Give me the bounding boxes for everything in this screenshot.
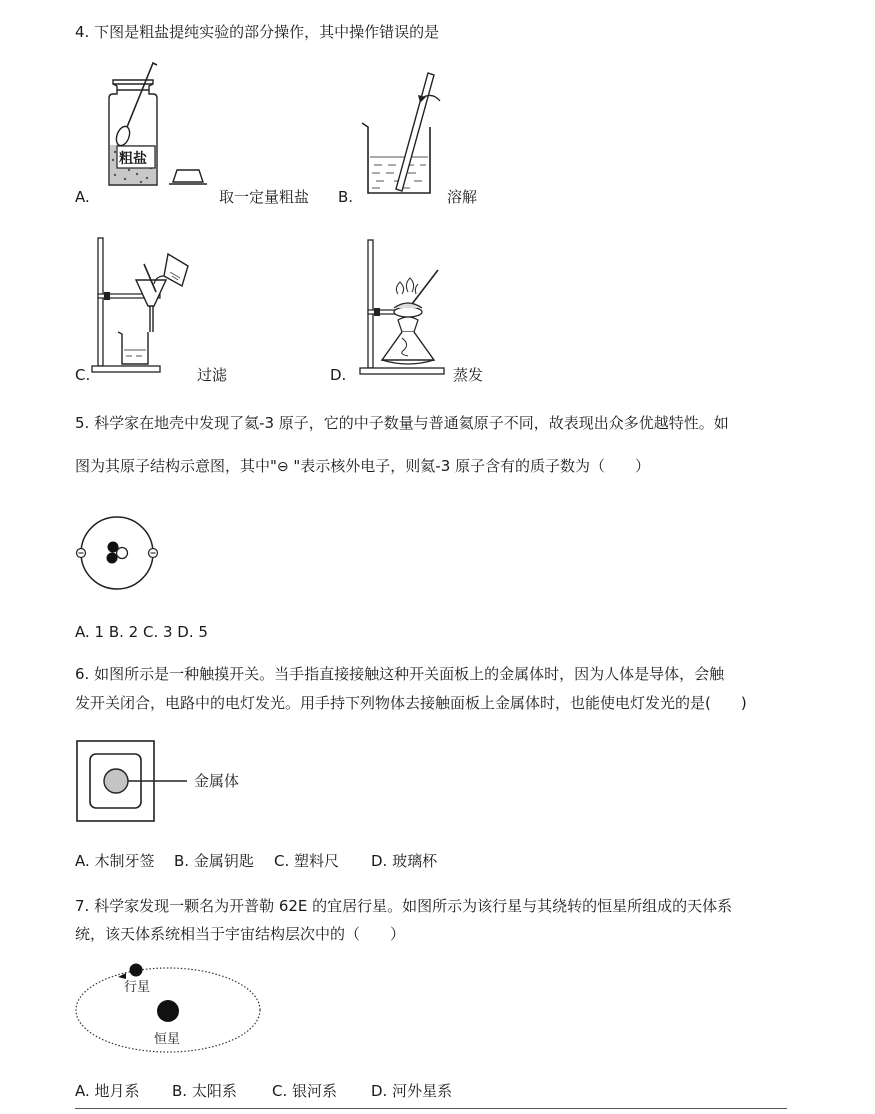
metal-body-label: 金属体 bbox=[194, 772, 240, 790]
q5-options[interactable]: A. 1 B. 2 C. 3 D. 5 bbox=[75, 623, 208, 641]
q5-stem-line2 bbox=[75, 456, 650, 477]
q5-stem-line1: 5. 科学家在地壳中发现了氦-3 原子，它的中子数量与普通氦原子不同，故表现出众多优越特性。如 bbox=[75, 414, 729, 432]
q7-option-d[interactable]: D. 河外星系 bbox=[371, 1082, 453, 1100]
q4-option-d-caption: 蒸发 bbox=[453, 366, 484, 384]
q6-stem-line2: 发开关闭合，电路中的电灯发光。用手持下列物体去接触面板上金属体时，也能使电灯发光的是( ) bbox=[75, 694, 747, 712]
q4-option-d-letter[interactable]: D. bbox=[330, 366, 347, 384]
star-label: 恒星 bbox=[154, 1032, 181, 1047]
reagent-jar-figure bbox=[95, 60, 215, 190]
q5-stem-line2-pre: 图为其原子结构示意图，其中" bbox=[75, 457, 277, 475]
q7-stem-line1: 7. 科学家发现一颗名为开普勒 62E 的宜居行星。如图所示为该行星与其绕转的恒星所组成的天体系 bbox=[75, 897, 733, 915]
q6-option-b[interactable]: B. 金属钥匙 bbox=[174, 852, 254, 870]
q7-stem-line2: 统，该天体系统相当于宇宙结构层次中的（ ） bbox=[75, 925, 406, 943]
q6-option-c[interactable]: C. 塑料尺 bbox=[274, 852, 340, 870]
bottom-rule bbox=[75, 1108, 787, 1109]
star-dot bbox=[157, 1000, 179, 1022]
q6-option-a[interactable]: A. 木制牙签 bbox=[75, 852, 155, 870]
electron-symbol-icon: ⊖ bbox=[276, 459, 289, 475]
planet-dot bbox=[130, 964, 143, 977]
jar-label: 粗盐 bbox=[119, 151, 147, 167]
q4-stem: 4. 下图是粗盐提纯实验的部分操作，其中操作错误的是 bbox=[75, 23, 440, 41]
filtration-figure bbox=[90, 232, 200, 377]
q4-option-b-letter[interactable]: B. bbox=[338, 188, 354, 206]
helium3-atom-figure bbox=[75, 514, 165, 594]
beaker-stirring-figure bbox=[358, 65, 448, 200]
q6-stem-line1: 6. 如图所示是一种触摸开关。当手指直接接触这种开关面板上的金属体时，因为人体是导体，会触 bbox=[75, 665, 725, 683]
q7-option-c[interactable]: C. 银河系 bbox=[272, 1082, 338, 1100]
evaporation-figure bbox=[352, 238, 452, 378]
q6-option-d[interactable]: D. 玻璃杯 bbox=[371, 852, 438, 870]
q4-option-c-letter[interactable]: C. bbox=[75, 366, 91, 384]
q4-option-a-caption: 取一定量粗盐 bbox=[219, 188, 310, 206]
q7-option-a[interactable]: A. 地月系 bbox=[75, 1082, 140, 1100]
q4-option-b-caption: 溶解 bbox=[447, 188, 478, 206]
planet-label: 行星 bbox=[124, 980, 151, 995]
q7-option-b[interactable]: B. 太阳系 bbox=[172, 1082, 237, 1100]
q4-option-a-letter[interactable]: A. bbox=[75, 188, 90, 206]
q4-option-c-caption: 过滤 bbox=[197, 366, 228, 384]
q5-stem-line2-post: "表示核外电子，则氦-3 原子含有的质子数为（ ） bbox=[288, 457, 651, 475]
